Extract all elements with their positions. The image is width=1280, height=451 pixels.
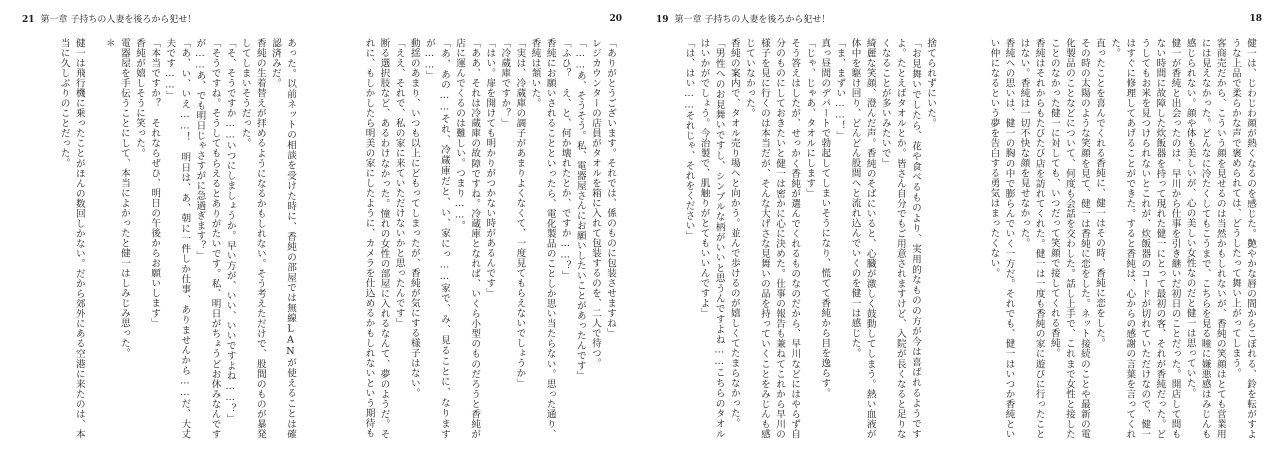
paragraph: 「そうですね。そうしてもらえるとありがたいです。私、明日がちょうどお休みなんですが……あ、でも明日じゃさすがに急過ぎます？」	[194, 38, 221, 439]
page-20	[320, 0, 640, 451]
paragraph: 電器屋を手伝うことにして、本当によかったと健一はしみじみ思った。	[118, 38, 130, 358]
paragraph: 香純の案内で、タオル売り場へと向かう。並んで歩けるのが嬉しくてたまらなかった。	[728, 38, 740, 428]
paragraph: その時の太陽のような笑顔を見て、健一は香純に恋をした。ネット接続のことや最新の電化製品のことなどについて、何度も会話を交わした。話し上手で、これまで女性と接したことのなかった健一に対しても、いつだって笑顔で接してくれる香純。	[1048, 38, 1090, 439]
paragraph: 「あ、あの……それ、冷蔵庫だと、い、家にっ……家で、み、見ることに、なりますが……」	[423, 38, 450, 439]
paragraph: 「じゃ、じゃあ、タオルにします」	[804, 38, 816, 198]
page-header	[656, 14, 830, 26]
paragraph: 「はい。扉を開けても明かりがつかない時があるんです」	[484, 38, 496, 298]
paragraph: 香純はそれからもたびたび店を訪れてくれた。健一は一度も香純の家に遊びに行ったことはない。香純は一切不快な顔を見せなかった。	[1018, 38, 1045, 439]
paragraph: 「男性へのお見舞いですし、シンプルな柄がいいと思うんですよね……こちらのタオルはいかがでしょう。今治製で、肌触りがとてもいいんですよ」	[698, 38, 725, 439]
paragraph: 「本当ですか？ それならぜひ、明日の午後からお願いします」	[149, 38, 161, 328]
paragraph: 「お見舞いでしたら、花や食べるものより、実用的なものの方が今は喜ばれるようですよ。たとえばタオルとか。皆さん自分でもご用意されますけど、入院が長くなると足りなくなることが多いみたいで」	[879, 38, 921, 439]
paragraph: 捨てられずにいた。	[925, 38, 936, 128]
paragraph: 「ああ、それは冷蔵庫の故障ですね。冷蔵庫となれば、いくら小型のものだろうと香純が店に運んでくるのは難しい。つまり……。	[454, 38, 481, 439]
page-body	[22, 38, 298, 439]
page-number: 20	[609, 14, 622, 24]
paragraph: 直ったことを喜んでくれる香純に、健一はその時、香純に恋をした。	[1094, 38, 1106, 348]
page-number: 18	[1249, 14, 1262, 24]
paragraph: 「実は、冷蔵庫の調子があまりよくなくて、一度見てもらえないでしょうか」	[514, 38, 526, 388]
paragraph: 「冷蔵庫ですか？」	[499, 38, 511, 128]
paragraph: 健一は飛行機に乗ったことがほんの数回しかない。だから郊外にある空港に来たのは、本当に久しぶりのことだった。	[58, 38, 85, 439]
paragraph: 「あ、い、いえ……！ 明日は、あ、朝に一件しか仕事、ありませんから……だ、大丈夫です……」	[164, 38, 191, 439]
paragraph: 香純が嬉しそうに笑った。	[134, 38, 146, 158]
paragraph: 「……あ、そうそう。私、電器屋さんにお願いしたいことがあったんです」	[574, 38, 586, 381]
chapter-title: 第一章 子持ちの人妻を後ろから犯せ！	[674, 15, 831, 25]
paragraph: 客商売だから、こういう顔を見せるのは当然かもしれないが、香純の笑顔はとても営業用には見えなかった。どんなに冷たくしてもこうまで、こちらを見る瞳に嫌悪感はみじんも感じられない。顔や体も美しいが、心の美しい女性なのだと健一は思っていた。	[1184, 38, 1226, 439]
page-body	[662, 38, 938, 439]
paragraph: 「ええ、それで、私の家に来ていただけないかと思ったんです」	[393, 38, 405, 328]
paragraph: レジカウンターの店員がタオルを箱に入れて包装するのを、二人で待つ。	[589, 38, 601, 368]
paragraph: 「そ、そうですか……いつにしましょうか。早い方が、いい、いいですよね……？」	[224, 38, 236, 424]
paragraph: 「ま、まずい……！」	[834, 38, 846, 141]
page-number: 19	[656, 15, 669, 25]
scene-break: ＊	[103, 38, 115, 48]
page-body	[342, 38, 618, 439]
paragraph: そう答えはしたが、せっかく香純が選んでくれるものなのだから、早川などにはやらず自分のものにしておきたいと健一は密かに心に決めた。仕事の報告も兼ねてこれから早川の様子を見に行くのは本当だが、そんな大げさな見舞いの品を持っていくことをみじんも感じていなかった。	[743, 38, 801, 439]
paragraph: 動揺のあまり、いつも以上にどもってしまったが、香純が気にする様子はない。	[408, 38, 420, 398]
chapter-title: 第一章 子持ちの人妻を後ろから犯せ！	[40, 15, 197, 25]
paragraph: 断る選択肢など、あるわけなかった。憧れの女性の部屋に入れるなんて、夢のようだ。それに、もしかしたら明美の家にしたように、カメラを仕込めるかもしれないという期待も	[363, 38, 390, 439]
paragraph: 香純にお願いされることといったら、電化製品のことしか思い当たらない。思った通り、香純は頷いた。	[529, 38, 556, 439]
page-header	[22, 14, 196, 26]
paragraph: あった。以前ネットの相談を受けた時に、香純の部屋では無線LANが使えることは確認済みだ。	[269, 38, 296, 439]
page-18	[960, 0, 1280, 451]
page-body	[982, 38, 1258, 439]
paragraph: 「は、はい……それじゃ、それをください」	[683, 38, 695, 241]
paragraph: 香純の生着替えが拝めるようになるかもしれない。そう考えただけで、股間のものが暴発してしまいそうだった。	[239, 38, 266, 439]
paragraph: 香純への思いは、健一の胸の中で膨らんでいく一方だ。それでも、健一はいつか香純といい仲になるという夢を告白する勇気はまったくない。	[988, 38, 1015, 439]
page-21	[0, 0, 320, 451]
paragraph: 「ありがとうございます。それでは、係のものに包装させますね」	[605, 38, 616, 338]
page-19	[640, 0, 960, 451]
paragraph: 「ふひ？ え、と、何か壊れたとか、ですか……？」	[559, 38, 571, 281]
page-number: 21	[22, 15, 35, 25]
paragraph: 健一が香純と出会ったのは、早川から仕事を引き継いだ初日のことだった。開店して間もない時間に故障した炊飯器を持って現れた健一にとって最初の客、それが香純だった。どうしてもお米を見つけられないとこれが、炊飯器のコードが切れていただけなので、健一はすぐに修理してあげることができた。すると香純は、心からの感謝の言葉を言ってくれた。	[1109, 38, 1181, 439]
paragraph: 綺麗な笑顔、澄んだ声。香純のそばにいると、心臓が激しく鼓動してしまう。熱い血液が体中を駆け回り、どんどん股間へと流れ込んでいくのを健一は感じた。	[849, 38, 876, 439]
paragraph: 真っ昼間のデパートで勃起してしまいそうになり、慌てて香純から目を逸らす。	[819, 38, 831, 398]
paragraph: 健一は、じわじわ顔が熱くなるのを感じた。艶やかな唇の間からこぼれる、鈴を転がすような上品で柔らかな声で褒められては、どうしたって舞い上がってしまう。	[1229, 38, 1256, 439]
